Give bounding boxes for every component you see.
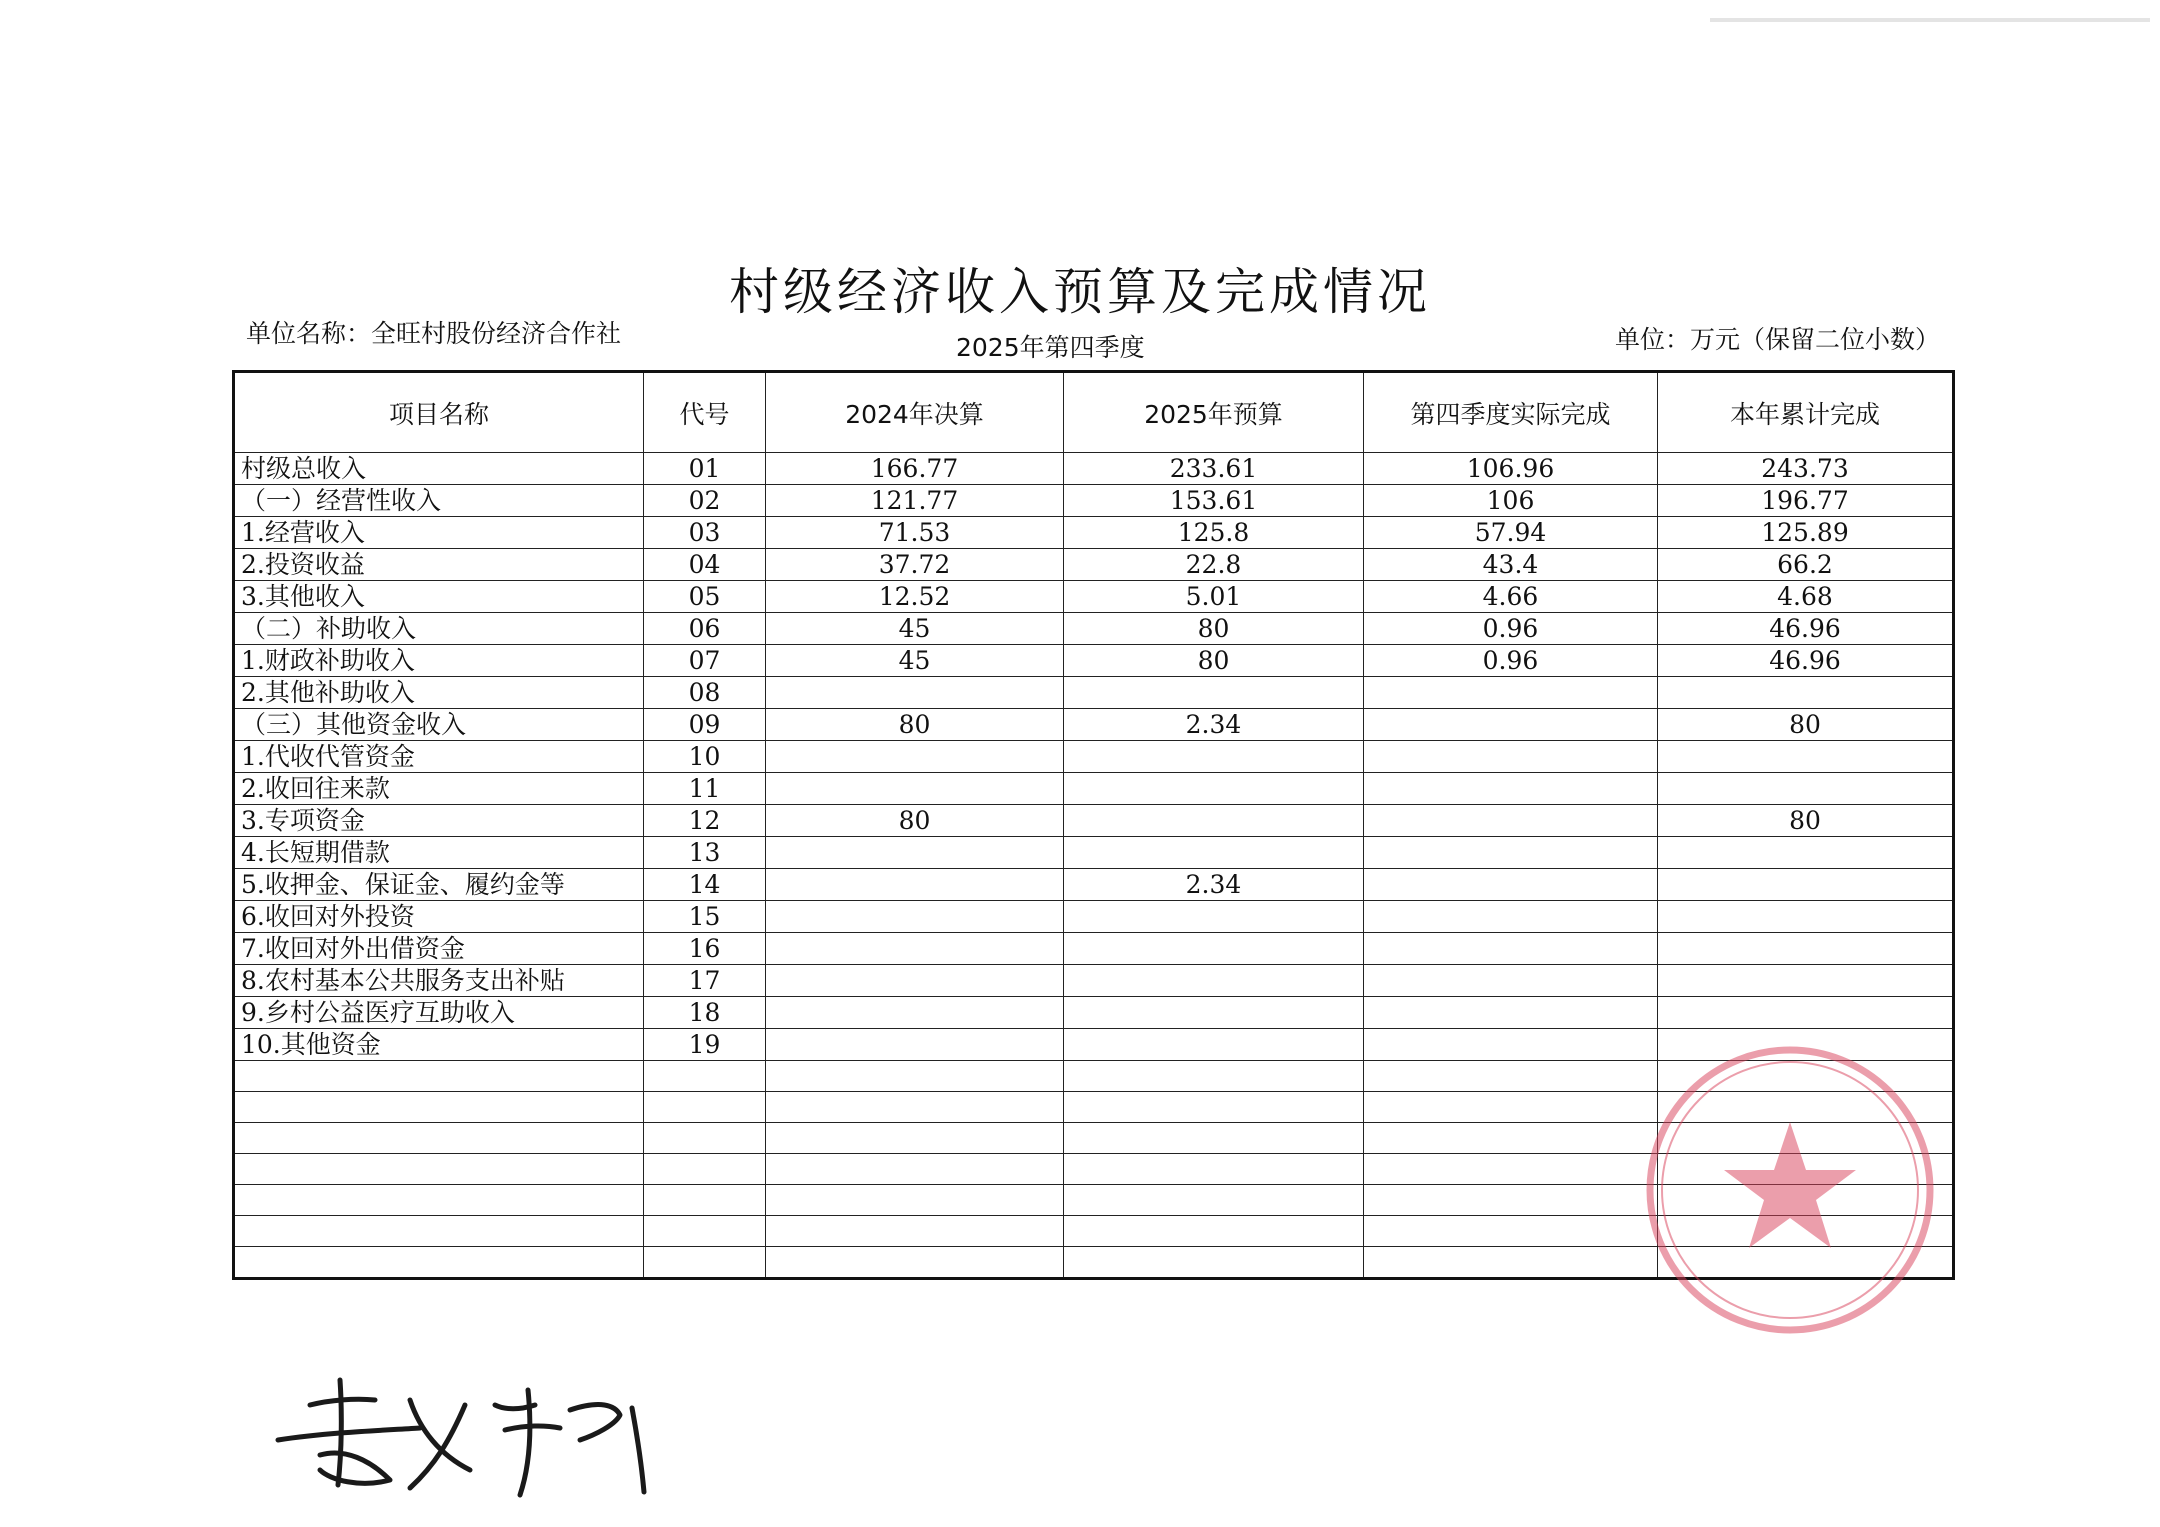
blank-cell [1064, 1154, 1364, 1185]
cell-code: 18 [644, 997, 766, 1029]
cell-2024-final [766, 837, 1064, 869]
cell-item-name: （三）其他资金收入 [234, 709, 644, 741]
cell-code: 19 [644, 1029, 766, 1061]
cell-2024-final [766, 933, 1064, 965]
cell-ytd [1658, 933, 1954, 965]
cell-code: 14 [644, 869, 766, 901]
cell-2025-budget: 80 [1064, 645, 1364, 677]
cell-q4-actual [1364, 677, 1658, 709]
cell-q4-actual: 0.96 [1364, 613, 1658, 645]
blank-cell [1364, 1216, 1658, 1247]
cell-2024-final [766, 773, 1064, 805]
cell-2025-budget [1064, 997, 1364, 1029]
cell-q4-actual [1364, 805, 1658, 837]
cell-code: 10 [644, 741, 766, 773]
cell-code: 16 [644, 933, 766, 965]
blank-cell [1364, 1247, 1658, 1279]
cell-item-name: 1.财政补助收入 [234, 645, 644, 677]
cell-ytd [1658, 677, 1954, 709]
cell-2024-final: 45 [766, 645, 1064, 677]
cell-item-name: 1.代收代管资金 [234, 741, 644, 773]
cell-item-name: （一）经营性收入 [234, 485, 644, 517]
cell-2024-final: 45 [766, 613, 1064, 645]
cell-q4-actual [1364, 869, 1658, 901]
blank-cell [644, 1247, 766, 1279]
scan-artifact [1710, 18, 2150, 22]
cell-item-name: 2.投资收益 [234, 549, 644, 581]
blank-cell [766, 1247, 1064, 1279]
cell-ytd: 4.68 [1658, 581, 1954, 613]
blank-cell [644, 1154, 766, 1185]
cell-2024-final [766, 901, 1064, 933]
official-seal [1640, 1040, 1940, 1340]
blank-cell [1364, 1154, 1658, 1185]
cell-code: 05 [644, 581, 766, 613]
blank-cell [766, 1061, 1064, 1092]
table-row [234, 837, 1954, 869]
table-row [234, 805, 1954, 837]
cell-2024-final [766, 741, 1064, 773]
cell-code: 06 [644, 613, 766, 645]
cell-ytd [1658, 837, 1954, 869]
cell-2025-budget [1064, 837, 1364, 869]
blank-cell [644, 1216, 766, 1247]
cell-2025-budget [1064, 805, 1364, 837]
blank-cell [234, 1185, 644, 1216]
blank-cell [234, 1123, 644, 1154]
cell-q4-actual [1364, 901, 1658, 933]
table-row [234, 709, 1954, 741]
cell-code: 12 [644, 805, 766, 837]
period-label: 2025年第四季度 [956, 333, 1145, 362]
header-item-name: 项目名称 [234, 372, 644, 453]
table-row [234, 901, 1954, 933]
cell-code: 08 [644, 677, 766, 709]
blank-cell [644, 1092, 766, 1123]
cell-code: 07 [644, 645, 766, 677]
cell-2025-budget [1064, 933, 1364, 965]
cell-2024-final [766, 1029, 1064, 1061]
cell-item-name: 3.专项资金 [234, 805, 644, 837]
table-row [234, 645, 1954, 677]
cell-2025-budget: 5.01 [1064, 581, 1364, 613]
blank-cell [1364, 1123, 1658, 1154]
cell-2025-budget [1064, 677, 1364, 709]
cell-2025-budget [1064, 901, 1364, 933]
header-q4-actual: 第四季度实际完成 [1364, 372, 1658, 453]
cell-q4-actual [1364, 709, 1658, 741]
cell-q4-actual [1364, 1029, 1658, 1061]
table-row [234, 965, 1954, 997]
table-row [234, 869, 1954, 901]
blank-cell [1064, 1061, 1364, 1092]
table-row [234, 581, 1954, 613]
cell-q4-actual: 0.96 [1364, 645, 1658, 677]
cell-code: 17 [644, 965, 766, 997]
cell-ytd: 196.77 [1658, 485, 1954, 517]
blank-cell [1364, 1185, 1658, 1216]
table-row [234, 549, 1954, 581]
blank-cell [234, 1247, 644, 1279]
cell-q4-actual: 106 [1364, 485, 1658, 517]
cell-ytd: 243.73 [1658, 453, 1954, 485]
blank-cell [766, 1185, 1064, 1216]
cell-2025-budget: 80 [1064, 613, 1364, 645]
cell-item-name: 4.长短期借款 [234, 837, 644, 869]
blank-cell [1364, 1061, 1658, 1092]
table-row [234, 773, 1954, 805]
cell-q4-actual [1364, 837, 1658, 869]
cell-item-name: 2.其他补助收入 [234, 677, 644, 709]
cell-ytd: 46.96 [1658, 645, 1954, 677]
cell-ytd [1658, 869, 1954, 901]
blank-cell [1064, 1123, 1364, 1154]
cell-code: 01 [644, 453, 766, 485]
unit-label: 单位：万元（保留二位小数） [1614, 325, 1940, 354]
blank-cell [234, 1216, 644, 1247]
cell-code: 11 [644, 773, 766, 805]
cell-2025-budget: 2.34 [1064, 869, 1364, 901]
cell-2024-final [766, 997, 1064, 1029]
blank-cell [234, 1092, 644, 1123]
cell-code: 04 [644, 549, 766, 581]
cell-q4-actual: 4.66 [1364, 581, 1658, 613]
star-icon [1724, 1122, 1856, 1248]
cell-code: 02 [644, 485, 766, 517]
cell-item-name: 2.收回往来款 [234, 773, 644, 805]
unit-name-label: 单位名称：全旺村股份经济合作社 [246, 319, 622, 348]
cell-item-name: 7.收回对外出借资金 [234, 933, 644, 965]
table-row [234, 741, 1954, 773]
cell-ytd: 80 [1658, 805, 1954, 837]
cell-2025-budget [1064, 741, 1364, 773]
cell-ytd [1658, 741, 1954, 773]
cell-2024-final [766, 677, 1064, 709]
cell-item-name: 村级总收入 [234, 453, 644, 485]
cell-2024-final: 166.77 [766, 453, 1064, 485]
blank-cell [234, 1154, 644, 1185]
blank-cell [766, 1216, 1064, 1247]
cell-q4-actual [1364, 997, 1658, 1029]
cell-2024-final: 80 [766, 805, 1064, 837]
cell-2024-final [766, 965, 1064, 997]
blank-cell [644, 1123, 766, 1154]
cell-q4-actual [1364, 933, 1658, 965]
cell-ytd [1658, 901, 1954, 933]
cell-2025-budget [1064, 965, 1364, 997]
cell-2024-final: 71.53 [766, 517, 1064, 549]
cell-item-name: 6.收回对外投资 [234, 901, 644, 933]
blank-cell [1064, 1247, 1364, 1279]
table-row [234, 997, 1954, 1029]
page-title: 村级经济收入预算及完成情况 [729, 262, 1431, 321]
cell-ytd: 46.96 [1658, 613, 1954, 645]
cell-item-name: （二）补助收入 [234, 613, 644, 645]
blank-cell [766, 1123, 1064, 1154]
cell-ytd: 66.2 [1658, 549, 1954, 581]
cell-2025-budget: 22.8 [1064, 549, 1364, 581]
cell-2025-budget [1064, 773, 1364, 805]
cell-q4-actual: 106.96 [1364, 453, 1658, 485]
header-ytd: 本年累计完成 [1658, 372, 1954, 453]
table-row [234, 677, 1954, 709]
blank-cell [234, 1061, 644, 1092]
blank-cell [1064, 1092, 1364, 1123]
table-row [234, 933, 1954, 965]
blank-cell [1064, 1185, 1364, 1216]
cell-q4-actual [1364, 965, 1658, 997]
table-row [234, 485, 1954, 517]
cell-ytd [1658, 997, 1954, 1029]
blank-cell [644, 1061, 766, 1092]
cell-2025-budget: 233.61 [1064, 453, 1364, 485]
cell-item-name: 8.农村基本公共服务支出补贴 [234, 965, 644, 997]
cell-2024-final: 12.52 [766, 581, 1064, 613]
cell-q4-actual [1364, 741, 1658, 773]
blank-cell [1064, 1216, 1364, 1247]
table-row [234, 613, 1954, 645]
cell-ytd [1658, 965, 1954, 997]
cell-q4-actual: 43.4 [1364, 549, 1658, 581]
table-row [234, 517, 1954, 549]
cell-code: 09 [644, 709, 766, 741]
cell-ytd: 80 [1658, 709, 1954, 741]
cell-2025-budget: 125.8 [1064, 517, 1364, 549]
table-header-row [234, 372, 1954, 453]
cell-2024-final: 37.72 [766, 549, 1064, 581]
cell-q4-actual: 57.94 [1364, 517, 1658, 549]
cell-item-name: 9.乡村公益医疗互助收入 [234, 997, 644, 1029]
cell-2025-budget [1064, 1029, 1364, 1061]
header-code: 代号 [644, 372, 766, 453]
cell-2024-final [766, 869, 1064, 901]
blank-cell [766, 1092, 1064, 1123]
cell-ytd: 125.89 [1658, 517, 1954, 549]
cell-code: 15 [644, 901, 766, 933]
blank-cell [766, 1154, 1064, 1185]
cell-2024-final: 121.77 [766, 485, 1064, 517]
header-2024-final: 2024年决算 [766, 372, 1064, 453]
table-row [234, 453, 1954, 485]
cell-item-name: 5.收押金、保证金、履约金等 [234, 869, 644, 901]
cell-ytd [1658, 773, 1954, 805]
cell-q4-actual [1364, 773, 1658, 805]
cell-2025-budget: 153.61 [1064, 485, 1364, 517]
blank-cell [1364, 1092, 1658, 1123]
cell-code: 03 [644, 517, 766, 549]
header-2025-budget: 2025年预算 [1064, 372, 1364, 453]
handwritten-signature [270, 1370, 650, 1500]
cell-item-name: 3.其他收入 [234, 581, 644, 613]
cell-2024-final: 80 [766, 709, 1064, 741]
cell-code: 13 [644, 837, 766, 869]
cell-2025-budget: 2.34 [1064, 709, 1364, 741]
blank-cell [644, 1185, 766, 1216]
cell-item-name: 1.经营收入 [234, 517, 644, 549]
cell-item-name: 10.其他资金 [234, 1029, 644, 1061]
